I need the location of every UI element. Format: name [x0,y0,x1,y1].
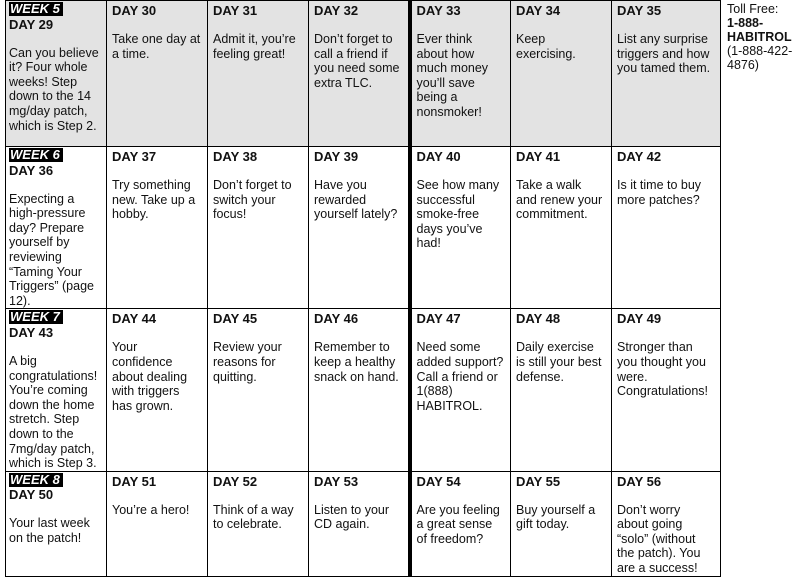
day-cell [410,147,511,309]
day-message: Take one day at a time. [112,32,201,61]
week-label: WEEK 8 [9,473,63,487]
day-cell [410,309,511,471]
day-message: Listen to your CD again. [314,502,390,532]
day-label: DAY 33 [416,3,461,18]
day-message: Keep exercising. [516,32,576,61]
day-label: DAY 32 [314,3,359,18]
day-label: DAY 46 [314,311,359,327]
day-label: DAY 37 [112,149,157,164]
day-label: DAY 31 [213,3,258,18]
day-message: Remember to keep a healthy snack on hand. [314,340,399,384]
toll-free-label: Toll Free: [727,2,779,16]
day-message: Are you feeling a great sense of freedom? [416,502,500,546]
day-label: DAY 48 [516,311,561,327]
day-cell [309,1,410,147]
day-cell [107,147,208,309]
day-label: DAY 44 [112,311,157,327]
day-cell [309,471,410,576]
day-message: Don’t forget to call a friend if you need some extra TLC. [314,32,400,90]
day-label: DAY 35 [617,3,662,18]
day-message: Is it time to buy more patches? [617,178,702,207]
day-message: Can you believe it? Four whole weeks! Step down to the 14 mg/day patch, which is Step 2. [9,45,99,133]
day-cell [511,147,612,309]
day-label: DAY 53 [314,473,359,489]
day-cell [511,1,612,147]
day-message: Have you rewarded yourself lately? [314,178,398,222]
toll-free-alt-number: (1-888-422-4876) [727,44,793,72]
day-cell [309,309,410,471]
day-cell [612,309,721,471]
day-message: Your confidence about dealing with triggers has grown. [112,340,188,413]
day-label: DAY 47 [416,311,461,327]
day-cell [107,309,208,471]
week-row [6,1,721,147]
day-message: Don’t worry about going “solo” (without the patch). You are a success! [617,502,701,576]
day-cell [6,471,107,576]
day-message: Expecting a high-pressure day? Prepare yourself by reviewing “Taming Your Triggers” (page 12). [9,191,94,308]
day-cell [208,471,309,576]
calendar-table [5,0,721,577]
day-cell [612,471,721,576]
day-message: Review your reasons for quitting. [213,340,282,384]
day-label: DAY 55 [516,473,561,489]
day-cell [410,471,511,576]
day-message: Buy yourself a gift today. [516,502,596,532]
day-cell [612,147,721,309]
day-cell [309,147,410,309]
day-label: DAY 36 [9,162,54,178]
day-cell [6,1,107,147]
day-cell [612,1,721,147]
day-label: DAY 45 [213,311,258,327]
day-message: Ever think about how much money you’ll save being a nonsmoker! [416,32,489,119]
day-label: DAY 41 [516,149,561,164]
day-cell [6,147,107,309]
week-label: WEEK 6 [9,148,63,162]
day-cell [6,309,107,471]
day-message: Need some added support? Call a friend or 1(888) HABITROL. [416,340,504,413]
day-message: A big congratulations! You’re coming down the home stretch. Step down to the 7mg/day patch, which is Step 3. [9,353,98,471]
day-message: Try something new. Take up a hobby. [112,178,196,222]
day-message: Don’t forget to switch your focus! [213,178,292,222]
day-message: Take a walk and renew your commitment. [516,178,603,222]
day-cell [208,147,309,309]
day-label: DAY 49 [617,311,662,327]
day-label: DAY 50 [9,487,54,503]
toll-free-sidebar [727,2,799,72]
day-cell [107,471,208,576]
day-message: You’re a hero! [112,502,190,517]
day-label: DAY 40 [416,149,461,164]
week-row [6,147,721,309]
day-message: See how many successful smoke-free days you’ve had! [416,178,500,251]
week-row [6,471,721,576]
day-label: DAY 56 [617,473,662,489]
day-message: Daily exercise is still your best defense. [516,340,602,384]
day-message: Admit it, you’re feeling great! [213,32,296,61]
week-label: WEEK 5 [9,2,63,16]
day-cell [410,1,511,147]
toll-free-number: 1-888-HABITROL [727,16,792,44]
day-label: DAY 29 [9,16,54,32]
week-label: WEEK 7 [9,310,63,324]
day-label: DAY 52 [213,473,258,489]
day-cell [208,1,309,147]
day-cell [511,309,612,471]
day-cell [208,309,309,471]
day-label: DAY 43 [9,324,54,340]
day-label: DAY 42 [617,149,662,164]
day-label: DAY 39 [314,149,359,164]
day-cell [107,1,208,147]
day-label: DAY 30 [112,3,157,18]
day-label: DAY 34 [516,3,561,18]
day-message: List any surprise triggers and how you tamed them. [617,32,711,76]
day-label: DAY 54 [416,473,461,489]
day-message: Your last week on the patch! [9,516,90,545]
day-cell [511,471,612,576]
day-label: DAY 51 [112,473,157,489]
day-message: Think of a way to celebrate. [213,502,294,532]
day-label: DAY 38 [213,149,258,164]
day-message: Stronger than you thought you were. Congratulations! [617,340,709,399]
week-row [6,309,721,471]
